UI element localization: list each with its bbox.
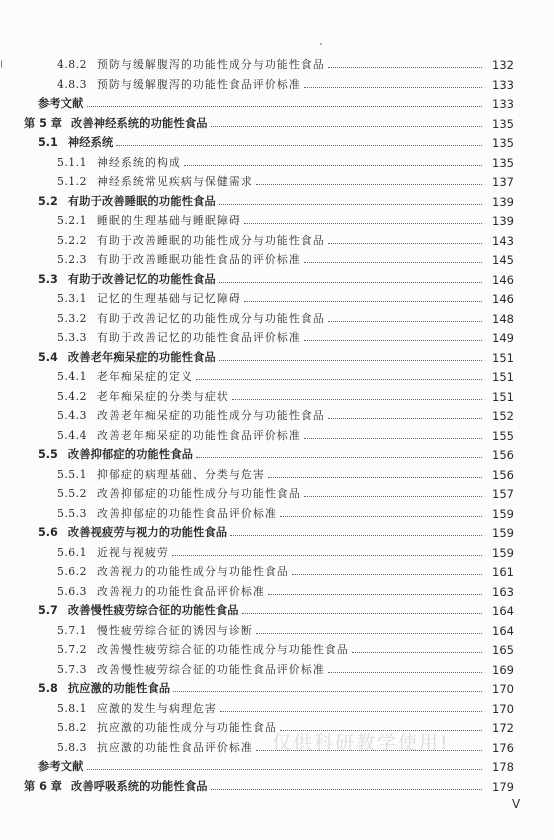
toc-entry[interactable] — [57, 657, 514, 677]
page-edge-mark — [1, 60, 5, 68]
toc-entry-number: 5.4.4 — [57, 428, 87, 442]
toc-entry-page: 165 — [492, 643, 514, 657]
dot-leader — [196, 456, 482, 458]
toc-entry-number: 5.7.3 — [57, 662, 87, 676]
toc-entry-page: 157 — [492, 487, 514, 501]
dot-leader — [242, 612, 482, 614]
toc-entry-label — [57, 702, 220, 716]
toc-entry-title: 睡眠的生理基础与睡眠障碍 — [96, 214, 241, 227]
page-number-folio: V — [512, 797, 521, 811]
toc-entry-number: 5.5.1 — [57, 467, 87, 481]
dot-leader — [328, 417, 482, 419]
toc-entry-page: 172 — [492, 721, 514, 735]
dot-leader — [292, 573, 482, 575]
toc-entry[interactable] — [57, 306, 514, 326]
dot-leader — [304, 437, 482, 439]
toc-entry-page: 152 — [492, 409, 514, 423]
toc-entry-title: 改善神经系统的功能性食品 — [70, 116, 208, 130]
toc-entry-title: 改善呼吸系统的功能性食品 — [70, 779, 208, 793]
toc-entry-page: 170 — [492, 682, 514, 696]
toc-entry-page: 135 — [492, 155, 514, 170]
toc-entry-page: 159 — [492, 545, 514, 560]
toc-entry[interactable] — [38, 754, 514, 774]
toc-entry[interactable] — [38, 345, 514, 365]
toc-entry-page: 151 — [492, 389, 514, 404]
toc-entry[interactable] — [38, 130, 514, 150]
toc-entry-title: 预防与缓解腹泻的功能性成分与功能性食品 — [96, 58, 325, 71]
toc-entry[interactable] — [38, 267, 514, 287]
dot-leader — [219, 359, 482, 361]
toc-entry-number: 5.2 — [38, 194, 58, 208]
toc-entry-label — [57, 390, 232, 404]
toc-entry-label — [57, 643, 352, 657]
toc-entry[interactable] — [57, 637, 514, 657]
toc-entry-title: 有助于改善记忆的功能性成分与功能性食品 — [96, 311, 325, 325]
toc-entry-number: 5.5 — [38, 448, 58, 461]
toc-entry-title: 改善视力的功能性成分与功能性食品 — [96, 565, 289, 578]
toc-entry-label — [57, 312, 328, 326]
toc-entry-page: 170 — [492, 701, 514, 716]
toc-entry-label — [57, 175, 256, 189]
toc-entry-number: 第 6 章 — [24, 779, 62, 793]
dot-leader — [219, 203, 482, 205]
toc-entry-title: 有助于改善记忆的功能性食品 — [67, 272, 216, 286]
dot-leader — [304, 86, 482, 88]
toc-entry[interactable] — [38, 520, 514, 540]
toc-entry-label — [57, 468, 268, 482]
toc-entry-label — [38, 97, 87, 111]
toc-entry-label — [38, 526, 230, 540]
toc-entry[interactable] — [57, 559, 514, 579]
toc-entry-title: 有助于改善睡眠的功能性成分与功能性食品 — [96, 233, 325, 247]
toc-entry-page: 139 — [492, 194, 514, 209]
toc-entry-page: 133 — [492, 77, 514, 92]
dot-leader — [304, 339, 482, 341]
toc-entry-page: 139 — [492, 214, 514, 228]
toc-entry-number: 5.2.2 — [57, 233, 87, 247]
toc-entry-page: 176 — [492, 740, 514, 755]
toc-entry-number: 5.5.3 — [57, 506, 87, 520]
toc-entry-label — [38, 136, 116, 150]
toc-entry-label — [57, 331, 304, 345]
toc-entry-page: 132 — [492, 58, 514, 72]
toc-entry-page: 155 — [492, 428, 514, 443]
toc-entry-number: 第 5 章 — [24, 116, 62, 130]
toc-entry-number: 5.8.1 — [57, 701, 87, 715]
toc-entry-title: 抗应激的功能性食品评价标准 — [96, 740, 253, 754]
toc-entry-page: 145 — [492, 253, 514, 267]
toc-entry-number: 5.3.2 — [57, 311, 87, 325]
toc-entry-title: 改善抑郁症的功能性食品 — [67, 448, 194, 461]
toc-entry[interactable] — [57, 325, 514, 345]
toc-entry-title: 近视与视疲劳 — [96, 545, 169, 559]
toc-entry-number: 5.6.1 — [57, 545, 87, 559]
toc-entry-page: 163 — [492, 584, 514, 599]
toc-entry-title: 抑郁症的病理基础、分类与危害 — [96, 467, 265, 481]
toc-entry-number: 5.6.3 — [57, 584, 87, 598]
toc-entry-label — [57, 58, 328, 72]
toc-entry[interactable] — [57, 423, 514, 443]
toc-entry-page: 161 — [492, 565, 514, 579]
toc-entry-title: 记忆的生理基础与记忆障碍 — [96, 292, 241, 305]
toc-entry[interactable] — [57, 364, 514, 384]
toc-entry[interactable] — [57, 384, 514, 404]
toc-entry[interactable] — [57, 169, 514, 189]
toc-entry-label — [24, 780, 211, 794]
toc-entry-page: 135 — [492, 116, 514, 131]
toc-entry-title: 改善视疲劳与视力的功能性食品 — [67, 526, 228, 539]
toc-entry-label — [38, 351, 219, 365]
toc-entry-number: 5.3 — [38, 272, 58, 286]
toc-entry-title: 应激的发生与病理危害 — [96, 701, 217, 715]
scan-speck — [320, 43, 322, 45]
dot-leader — [172, 554, 482, 556]
toc-entry-page: 178 — [492, 760, 514, 774]
toc-entry-title: 有助于改善睡眠功能性食品的评价标准 — [96, 253, 301, 266]
toc-entry-title: 有助于改善睡眠的功能性食品 — [67, 194, 216, 208]
dot-leader — [328, 671, 482, 673]
toc-entry-page: 164 — [492, 604, 514, 618]
dot-leader — [219, 281, 482, 283]
toc-entry-page: 148 — [492, 311, 514, 326]
toc-entry[interactable] — [38, 189, 514, 209]
dot-leader — [196, 378, 482, 380]
dot-leader — [184, 164, 482, 166]
toc-entry-title: 慢性疲劳综合征的诱因与诊断 — [96, 623, 253, 637]
watermark: 仅供科研教学使用! — [272, 732, 450, 754]
toc-entry[interactable] — [57, 72, 514, 92]
dot-leader — [244, 222, 482, 224]
toc-entry-title: 神经系统 — [67, 136, 114, 149]
toc-entry-label — [38, 273, 219, 287]
toc-entry-title: 改善抑郁症的功能性食品评价标准 — [96, 506, 277, 520]
toc-entry-page: 164 — [492, 623, 514, 638]
toc-entry[interactable] — [57, 579, 514, 599]
dot-leader — [220, 710, 482, 712]
toc-entry-title: 改善慢性疲劳综合征的功能性成分与功能性食品 — [96, 643, 349, 656]
toc-entry-label — [38, 195, 219, 209]
toc-entry-page: 159 — [492, 526, 514, 540]
toc-entry-number: 5.7.2 — [57, 643, 87, 656]
toc-entry-number: 5.4.1 — [57, 370, 87, 383]
dot-leader — [268, 476, 482, 478]
toc-entry-label — [57, 78, 304, 92]
toc-entry-title: 神经系统常见疾病与保健需求 — [96, 175, 253, 188]
toc-entry-title: 老年痴呆症的分类与症状 — [96, 389, 229, 403]
dot-leader — [328, 242, 482, 244]
toc-entry-label — [38, 760, 87, 774]
toc-entry-label — [57, 546, 172, 560]
toc-entry-number: 5.4.2 — [57, 389, 87, 403]
dot-leader — [328, 320, 482, 322]
toc-entry-page: 133 — [492, 97, 514, 111]
toc-entry-page: 149 — [492, 331, 514, 345]
toc-entry[interactable] — [57, 286, 514, 306]
toc-entry[interactable] — [38, 598, 514, 618]
toc-entry-title: 改善慢性疲劳综合征的功能性食品 — [67, 604, 239, 617]
toc-entry[interactable] — [57, 618, 514, 638]
toc-entry[interactable] — [24, 774, 514, 794]
toc-entry-number: 5.8 — [38, 682, 58, 695]
dot-leader — [173, 690, 482, 692]
toc-entry[interactable] — [57, 540, 514, 560]
toc-entry[interactable] — [38, 91, 514, 111]
toc-entry-number: 5.1.1 — [57, 155, 87, 169]
toc-entry-page: 151 — [492, 350, 514, 365]
toc-entry-title: 预防与缓解腹泻的功能性食品评价标准 — [96, 77, 301, 91]
dot-leader — [230, 534, 482, 536]
toc-entry-number: 5.3.3 — [57, 331, 87, 344]
dot-leader — [304, 495, 482, 497]
toc-entry[interactable] — [57, 481, 514, 501]
toc-entry-title: 老年痴呆症的定义 — [96, 370, 193, 383]
dot-leader — [280, 515, 482, 517]
dot-leader — [304, 261, 482, 263]
toc-entry-number: 5.2.3 — [57, 253, 87, 266]
dot-leader — [328, 66, 482, 68]
toc-entry-label — [57, 234, 328, 248]
toc-entry-number: 5.7 — [38, 604, 58, 617]
toc-entry-page: 179 — [492, 779, 514, 794]
toc-entry-label — [57, 585, 268, 599]
toc-entry-number: 5.8.2 — [57, 721, 87, 734]
dot-leader — [352, 651, 482, 653]
toc-entry-title: 参考文献 — [38, 97, 84, 110]
toc-entry[interactable] — [57, 208, 514, 228]
toc-entry-label — [57, 507, 280, 521]
dot-leader — [256, 183, 482, 185]
toc-entry-title: 改善老年痴呆症的功能性食品评价标准 — [96, 428, 301, 442]
toc-entry[interactable] — [57, 501, 514, 521]
dot-leader — [211, 788, 482, 790]
dot-leader — [232, 398, 482, 400]
dot-leader — [87, 105, 482, 107]
toc-entry[interactable] — [57, 52, 514, 72]
toc-entry[interactable] — [57, 403, 514, 423]
toc-entry-label — [57, 721, 280, 735]
toc-entry-label — [57, 156, 184, 170]
toc-entry-title: 抗应激的功能性食品 — [67, 682, 171, 695]
toc-entry-number: 5.5.2 — [57, 487, 87, 500]
toc-entry-number: 4.8.2 — [57, 58, 87, 71]
toc-entry-label — [57, 429, 304, 443]
dot-leader — [268, 593, 482, 595]
toc-entry[interactable] — [24, 111, 514, 131]
toc-entry-title: 改善视力的功能性食品评价标准 — [96, 584, 265, 598]
toc-entry-label — [57, 214, 244, 228]
toc-entry-number: 5.3.1 — [57, 292, 87, 305]
toc-entry-label — [24, 117, 211, 131]
toc-entry-title: 改善老年痴呆症的功能性食品 — [67, 350, 216, 364]
toc-entry-page: 169 — [492, 662, 514, 677]
toc-entry-label — [38, 682, 173, 696]
toc-entry-page: 156 — [492, 467, 514, 482]
toc-entry[interactable] — [57, 247, 514, 267]
toc-entry-label — [57, 565, 292, 579]
toc-entry-title: 神经系统的构成 — [96, 155, 181, 169]
dot-leader — [116, 144, 482, 146]
toc-entry[interactable] — [57, 462, 514, 482]
dot-leader — [256, 632, 482, 634]
toc-entry-number: 5.1 — [38, 136, 58, 149]
toc-entry-number: 5.6 — [38, 526, 58, 539]
toc-entry-number: 5.6.2 — [57, 565, 87, 578]
toc-entry-title: 抗应激的功能性成分与功能性食品 — [96, 721, 277, 734]
toc-entry-page: 135 — [492, 136, 514, 150]
toc-entry[interactable] — [38, 442, 514, 462]
toc-entry-number: 5.4 — [38, 350, 58, 364]
toc-entry-label — [57, 370, 196, 384]
toc-entry-number: 4.8.3 — [57, 77, 87, 91]
toc-entry-page: 151 — [492, 370, 514, 384]
dot-leader — [211, 125, 482, 127]
toc-entry-number: 5.1.2 — [57, 175, 87, 188]
dot-leader — [244, 300, 482, 302]
toc-entry-page: 146 — [492, 272, 514, 287]
toc-entry-label — [38, 448, 196, 462]
toc-entry-label — [57, 253, 304, 267]
toc-entry-label — [57, 741, 256, 755]
toc-entry[interactable] — [57, 150, 514, 170]
toc-entry-page: 156 — [492, 448, 514, 462]
toc-entry[interactable] — [38, 676, 514, 696]
toc-entry-label — [57, 409, 328, 423]
toc-entry-page: 146 — [492, 292, 514, 306]
toc-entry-label — [57, 663, 328, 677]
toc-entry-title: 改善慢性疲劳综合征的功能性食品评价标准 — [96, 662, 325, 676]
toc-entry-number: 5.8.3 — [57, 740, 87, 754]
toc-entry[interactable] — [57, 696, 514, 716]
toc-entry-label — [57, 624, 256, 638]
toc-entry-title: 改善抑郁症的功能性成分与功能性食品 — [96, 487, 301, 500]
toc-entry-number: 5.4.3 — [57, 409, 87, 422]
toc-entry-label — [57, 487, 304, 501]
toc-entry-number: 5.2.1 — [57, 214, 87, 227]
toc-entry-title: 改善老年痴呆症的功能性成分与功能性食品 — [96, 409, 325, 422]
toc-entry-label — [57, 292, 244, 306]
toc-entry-number: 5.7.1 — [57, 623, 87, 637]
toc-entry[interactable] — [57, 228, 514, 248]
toc-entry-label — [38, 604, 242, 618]
toc-entry-page: 143 — [492, 233, 514, 248]
toc-entry-page: 159 — [492, 506, 514, 521]
toc-entry-title: 有助于改善记忆的功能性食品评价标准 — [96, 331, 301, 344]
dot-leader — [87, 768, 482, 770]
toc-entry-title: 参考文献 — [38, 760, 84, 773]
toc-entry-page: 137 — [492, 175, 514, 189]
